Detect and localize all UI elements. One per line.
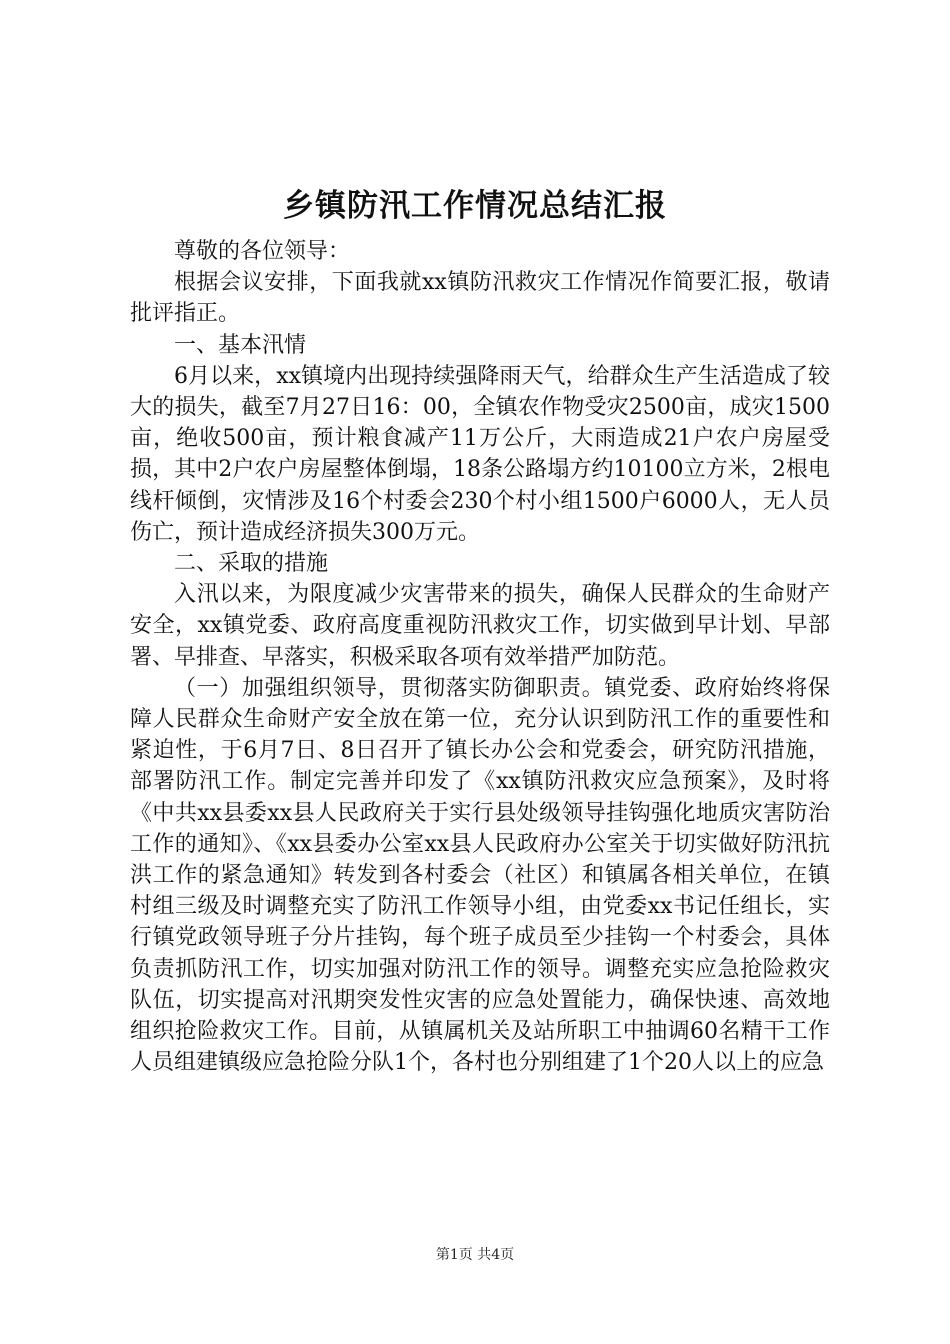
intro-paragraph: 根据会议安排，下面我就xx镇防汛救灾工作情况作简要汇报，敬请批评指正。: [130, 270, 830, 327]
page-footer: 第1页 共4页: [435, 1247, 515, 1263]
document-body: [130, 236, 830, 1078]
basic-situation-paragraph: 6月以来，xx镇境内出现持续强降雨天气，给群众生产生活造成了较大的损失，截至7月27日16：00，全镇农作物受灾2500亩，成灾1500亩，绝收500亩，预计粮食减产11万公斤，大雨造成21户农户房屋受损，其中2户农户房屋整体倒塌，18条公路塌方约10100立方米，2根电线杆倾倒，灾情涉及16个村委会230个村小组1500户6000人，无人员伤亡，预计造成经济损失300万元。: [130, 363, 830, 545]
measures-intro-paragraph: 入汛以来，为限度减少灾害带来的损失，确保人民群众的生命财产安全，xx镇党委、政府高度重视防汛救灾工作，切实做到早计划、早部署、早排查、早落实，积极采取各项有效举措严加防范。: [130, 582, 830, 670]
salutation-paragraph: 尊敬的各位领导：: [174, 239, 351, 264]
section-heading-measures: 二、采取的措施: [174, 551, 329, 577]
section-heading-basic-situation: 一、基本汛情: [174, 332, 307, 358]
document-title: 乡镇防汛工作情况总结汇报: [283, 188, 667, 224]
measure-one-paragraph: （一）加强组织领导，贯彻落实防御职责。镇党委、政府始终将保障人民群众生命财产安全放在第一位，充分认识到防汛工作的重要性和紧迫性，于6月7日、8日召开了镇长办公会和党委会，研究防汛措施，部署防汛工作。制定完善并印发了《xx镇防汛救灾应急预案》，及时将《中共xx县委xx县人民政府关于实行县处级领导挂钩强化地质灾害防治工作的通知》、《xx县委办公室xx县人民政府办公室关于切实做好防汛抗洪工作的紧急通知》转发到各村委会（社区）和镇属各相关单位，在镇村组三级及时调整充实了防汛工作领导小组，由党委xx书记任组长，实行镇党政领导班子分片挂钩，每个班子成员至少挂钩一个村委会，具体负责抓防汛工作，切实加强对防汛工作的领导。调整充实应急抢险救灾队伍，切实提高对汛期突发性灾害的应急处置能力，确保快速、高效地组织抢险救灾工作。目前，从镇属机关及站所职工中抽调60名精干工作人员组建镇级应急抢险分队1个，各村也分别组建了1个20人以上的应急: [130, 675, 830, 1076]
